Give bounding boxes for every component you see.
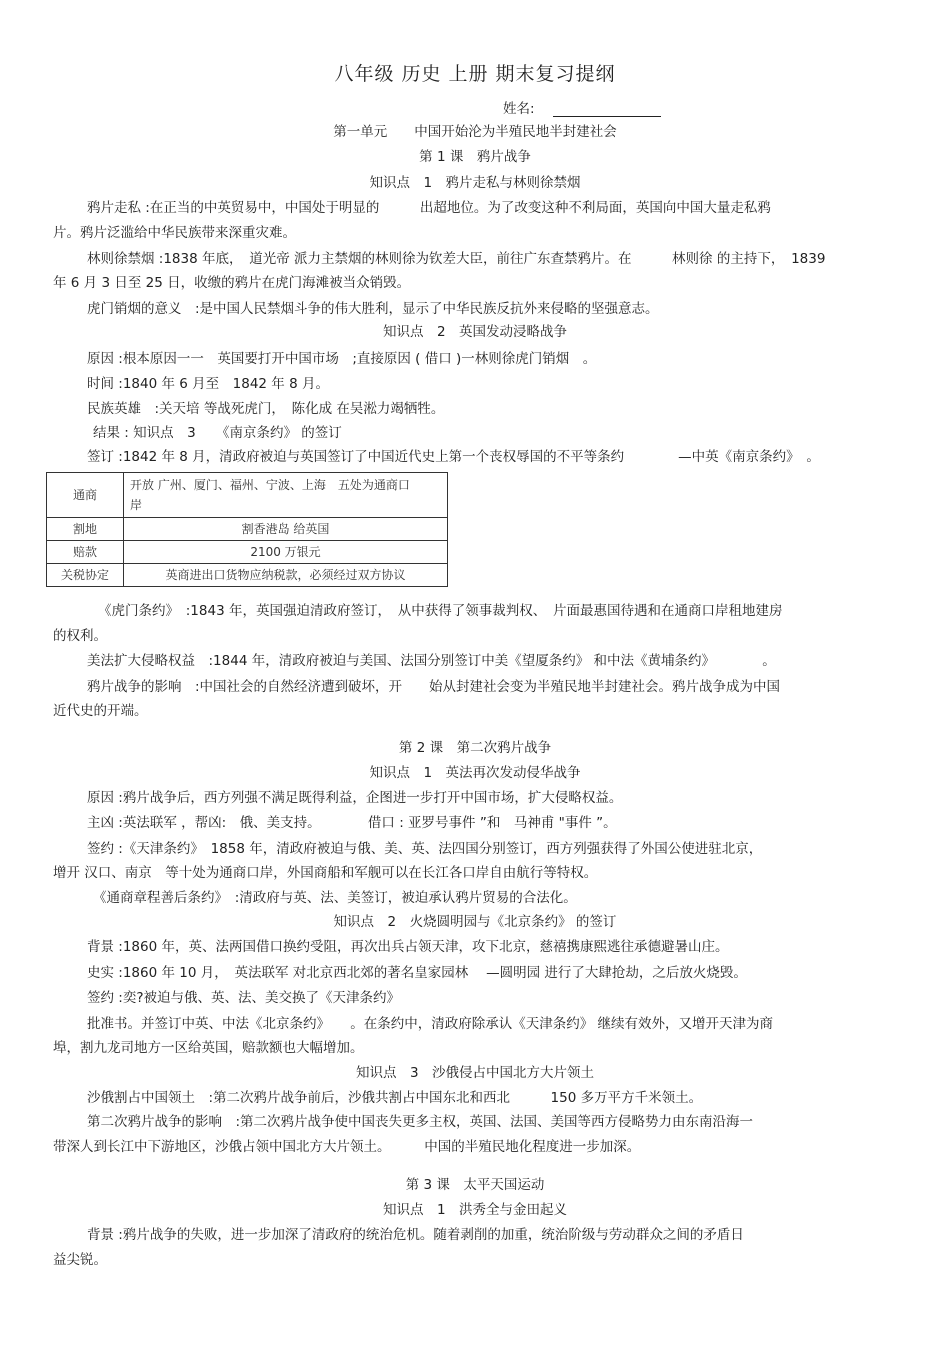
paragraph: 签约 :《天津条约》 1858 年，清政府被迫与俄、美、英、法四国分别签订，西方列强获得了外国公使进驻北京， xyxy=(87,841,763,857)
paragraph: 原因 :根本原因一一 英国要打开中国市场 ;直接原因 ( 借口 )一林则徐虎门销烟 。 xyxy=(87,351,597,367)
lesson-1-heading: 第 1 课 鸦片战争 xyxy=(419,149,531,165)
table-value: 开放 广州、厦门、福州、宁波、上海 五处为通商口 岸 xyxy=(124,473,448,518)
paragraph: 林则徐禁烟 :1838 年底， 道光帝 派力主禁烟的林则徐为钦差大臣，前往广东查禁鸦片。在 林则徐 的主持下， 1839 xyxy=(87,251,826,267)
paragraph: 时间 :1840 年 6 月至 1842 年 8 月。 xyxy=(87,376,329,392)
paragraph: 增开 汉口、南京 等十处为通商口岸，外国商船和军舰可以在长江各口岸自由航行等特权。 xyxy=(53,865,598,881)
paragraph: 背景 :1860 年，英、法两国借口换约受阻，再次出兵占领天津，攻下北京，慈禧携康熙逃往承德避暑山庄。 xyxy=(87,939,729,955)
paragraph: 民族英雄 :关天培 等战死虎门， 陈化成 在吴淞力竭牺牲。 xyxy=(87,401,445,417)
paragraph: 片。鸦片泛滥给中华民族带来深重灾难。 xyxy=(53,225,296,241)
paragraph: 带深人到长江中下游地区，沙俄占领中国北方大片领土。 中国的半殖民地化程度进一步加深。 xyxy=(53,1139,641,1155)
paragraph: 鸦片战争的影响 :中国社会的自然经济遭到破坏，开 始从封建社会变为半殖民地半封建社会。鸦片战争成为中国 xyxy=(87,679,781,695)
lesson-3-heading: 第 3 课 太平天国运动 xyxy=(405,1177,545,1193)
document-title: 八年级 历史 上册 期末复习提纲 xyxy=(334,63,616,85)
table-row xyxy=(47,541,448,564)
paragraph: 签订 :1842 年 8 月，清政府被迫与英国签订了中国近代史上第一个丧权辱国的不平等条约 —中英《南京条约》 。 xyxy=(87,449,820,465)
table-value: 2100 万银元 xyxy=(124,541,448,564)
table-key: 关税协定 xyxy=(47,564,124,587)
paragraph: 沙俄割占中国领土 :第二次鸦片战争前后，沙俄共割占中国东北和西北 150 多万平方千米领土。 xyxy=(87,1090,703,1106)
paragraph: 签约 :奕?被迫与俄、英、法、美交换了《天津条约》 xyxy=(87,990,401,1006)
lesson-3-kp1-title: 知识点 1 洪秀全与金田起义 xyxy=(382,1202,568,1218)
paragraph: 埠，割九龙司地方一区给英国，赔款额也大幅增加。 xyxy=(53,1040,364,1056)
paragraph: 批准书。并签订中英、中法《北京条约》 。在条约中，清政府除承认《天津条约》 继续有效外，又增开天津为商 xyxy=(87,1016,774,1032)
table-key: 通商 xyxy=(47,473,124,518)
paragraph: 年 6 月 3 日至 25 日，收缴的鸦片在虎门海滩被当众销毁。 xyxy=(53,275,411,291)
paragraph: 《虎门条约》 :1843 年，英国强迫清政府签订， 从中获得了领事裁判权、 片面最惠国待遇和在通商口岸租地建房 xyxy=(98,603,783,619)
paragraph: 美法扩大侵略权益 :1844 年，清政府被迫与美国、法国分别签订中美《望厦条约》 和中法《黄埔条约》 。 xyxy=(87,653,776,669)
lesson-2-kp3-title: 知识点 3 沙俄侵占中国北方大片领土 xyxy=(355,1065,595,1081)
paragraph: 背景 :鸦片战争的失败，进一步加深了清政府的统治危机。随着剥削的加重，统治阶级与劳动群众之间的矛盾日 xyxy=(87,1227,744,1243)
paragraph: 史实 :1860 年 10 月， 英法联军 对北京西北郊的著名皇家园林 —圆明园 进行了大肆抢劫，之后放火烧毁。 xyxy=(87,965,747,981)
paragraph: 原因 :鸦片战争后，西方列强不满足既得利益，企图进一步打开中国市场，扩大侵略权益。 xyxy=(87,790,623,806)
table-row xyxy=(47,518,448,541)
unit-heading: 第一单元 中国开始沦为半殖民地半封建社会 xyxy=(333,124,617,140)
lesson-1-kp1-title: 知识点 1 鸦片走私与林则徐禁烟 xyxy=(369,175,581,191)
table-value: 英商进出口货物应纳税款，必须经过双方协议 xyxy=(124,564,448,587)
paragraph: 第二次鸦片战争的影响 :第二次鸦片战争使中国丧失更多主权，英国、法国、美国等西方侵略势力由东南沿海一 xyxy=(87,1114,754,1130)
paragraph: 的权利。 xyxy=(53,628,107,644)
paragraph: 益尖锐。 xyxy=(53,1252,107,1268)
table-key: 割地 xyxy=(47,518,124,541)
lesson-2-kp1-title: 知识点 1 英法再次发动侵华战争 xyxy=(369,765,581,781)
name-label: 姓名: xyxy=(503,101,535,117)
paragraph: 鸦片走私 :在正当的中英贸易中，中国处于明显的 出超地位。为了改变这种不利局面，英国向中国大量走私鸦 xyxy=(87,200,771,216)
name-blank-line xyxy=(553,116,661,117)
paragraph: 近代史的开端。 xyxy=(53,703,148,719)
paragraph: 结果 : 知识点 3 《南京条约》 的签订 xyxy=(93,425,342,441)
table-key: 赔款 xyxy=(47,541,124,564)
lesson-1-kp2-title: 知识点 2 英国发动浸略战争 xyxy=(382,324,568,340)
nanjing-treaty-table xyxy=(46,472,448,587)
table-row xyxy=(47,473,448,518)
lesson-2-kp2-title: 知识点 2 火烧圆明园与《北京条约》 的签订 xyxy=(333,914,617,930)
paragraph: 虎门销烟的意义 :是中国人民禁烟斗争的伟大胜利，显示了中华民族反抗外来侵略的坚强意志。 xyxy=(87,301,659,317)
table-value: 割香港岛 给英国 xyxy=(124,518,448,541)
paragraph: 主凶 :英法联军 ，帮凶: 俄、美支持。 借口 : 亚罗号事件 ”和 马神甫 "事件 ”。 xyxy=(87,815,617,831)
lesson-2-heading: 第 2 课 第二次鸦片战争 xyxy=(398,740,552,756)
paragraph: 《通商章程善后条约》 :清政府与英、法、美签订，被迫承认鸦片贸易的合法化。 xyxy=(93,890,577,906)
table-row xyxy=(47,564,448,587)
